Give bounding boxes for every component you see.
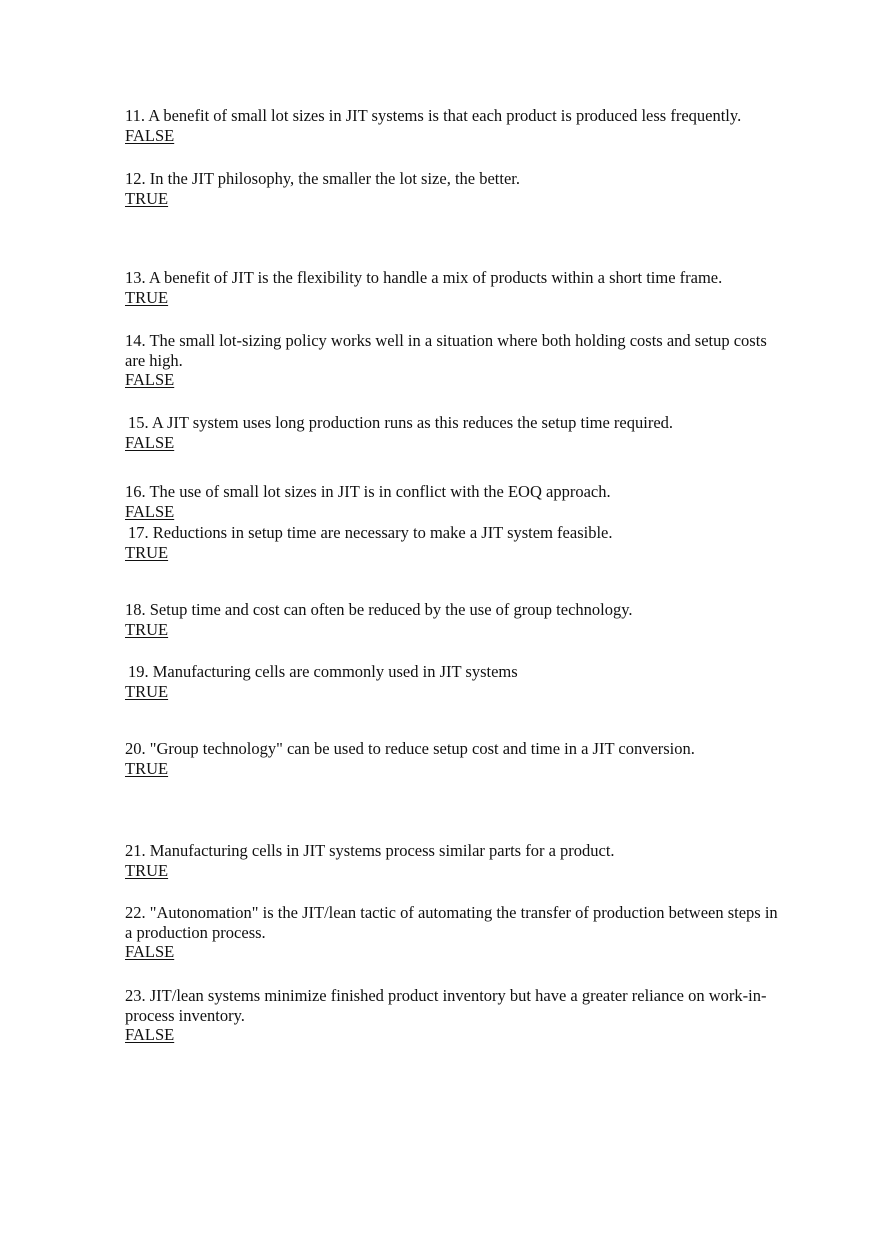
question-text: 15. A JIT system uses long production runs as this reduces the setup time required. — [128, 413, 674, 432]
answer-label: FALSE — [125, 942, 175, 961]
answer-label: FALSE — [125, 1025, 175, 1044]
question-14 — [125, 331, 785, 390]
question-text: 19. Manufacturing cells are commonly used in JIT systems — [128, 662, 518, 681]
question-17 — [125, 523, 785, 562]
question-18 — [125, 600, 785, 639]
answer-label: TRUE — [125, 860, 169, 880]
question-text: 21. Manufacturing cells in JIT systems process similar parts for a product. — [125, 841, 615, 860]
question-19 — [125, 662, 785, 701]
question-20 — [125, 739, 785, 778]
question-22 — [125, 903, 785, 962]
answer-label: FALSE — [125, 370, 175, 389]
question-text: 20. "Group technology" can be used to reduce setup cost and time in a JIT conversion. — [125, 739, 695, 758]
answer-label: TRUE — [125, 188, 169, 208]
answer-label: TRUE — [125, 619, 169, 639]
question-text: 18. Setup time and cost can often be reduced by the use of group technology. — [125, 600, 633, 619]
question-text: 17. Reductions in setup time are necessary to make a JIT system feasible. — [128, 523, 613, 542]
answer-label: FALSE — [125, 432, 175, 452]
question-text: 16. The use of small lot sizes in JIT is in conflict with the EOQ approach. — [125, 482, 611, 501]
question-16 — [125, 482, 785, 521]
question-15 — [125, 413, 785, 452]
question-12 — [125, 169, 785, 208]
question-text: 13. A benefit of JIT is the flexibility to handle a mix of products within a short time frame. — [125, 268, 723, 287]
answer-label: FALSE — [125, 501, 175, 521]
question-text: 12. In the JIT philosophy, the smaller the lot size, the better. — [125, 169, 521, 188]
question-11 — [125, 106, 785, 145]
question-text: 23. JIT/lean systems minimize finished product inventory but have a greater reliance on work-in-process inventory. — [125, 986, 767, 1025]
answer-label: TRUE — [125, 542, 169, 562]
question-23 — [125, 986, 785, 1045]
answer-label: TRUE — [125, 287, 169, 307]
question-text: 14. The small lot-sizing policy works well in a situation where both holding costs and setup costs are high. — [125, 331, 767, 370]
question-13 — [125, 268, 785, 307]
question-text: 11. A benefit of small lot sizes in JIT systems is that each product is produced less frequently. — [125, 106, 742, 125]
answer-label: TRUE — [125, 758, 169, 778]
answer-label: FALSE — [125, 125, 175, 145]
answer-label: TRUE — [125, 681, 169, 701]
question-text: 22. "Autonomation" is the JIT/lean tactic of automating the transfer of production between steps in a production process. — [125, 903, 778, 942]
question-21 — [125, 841, 785, 880]
